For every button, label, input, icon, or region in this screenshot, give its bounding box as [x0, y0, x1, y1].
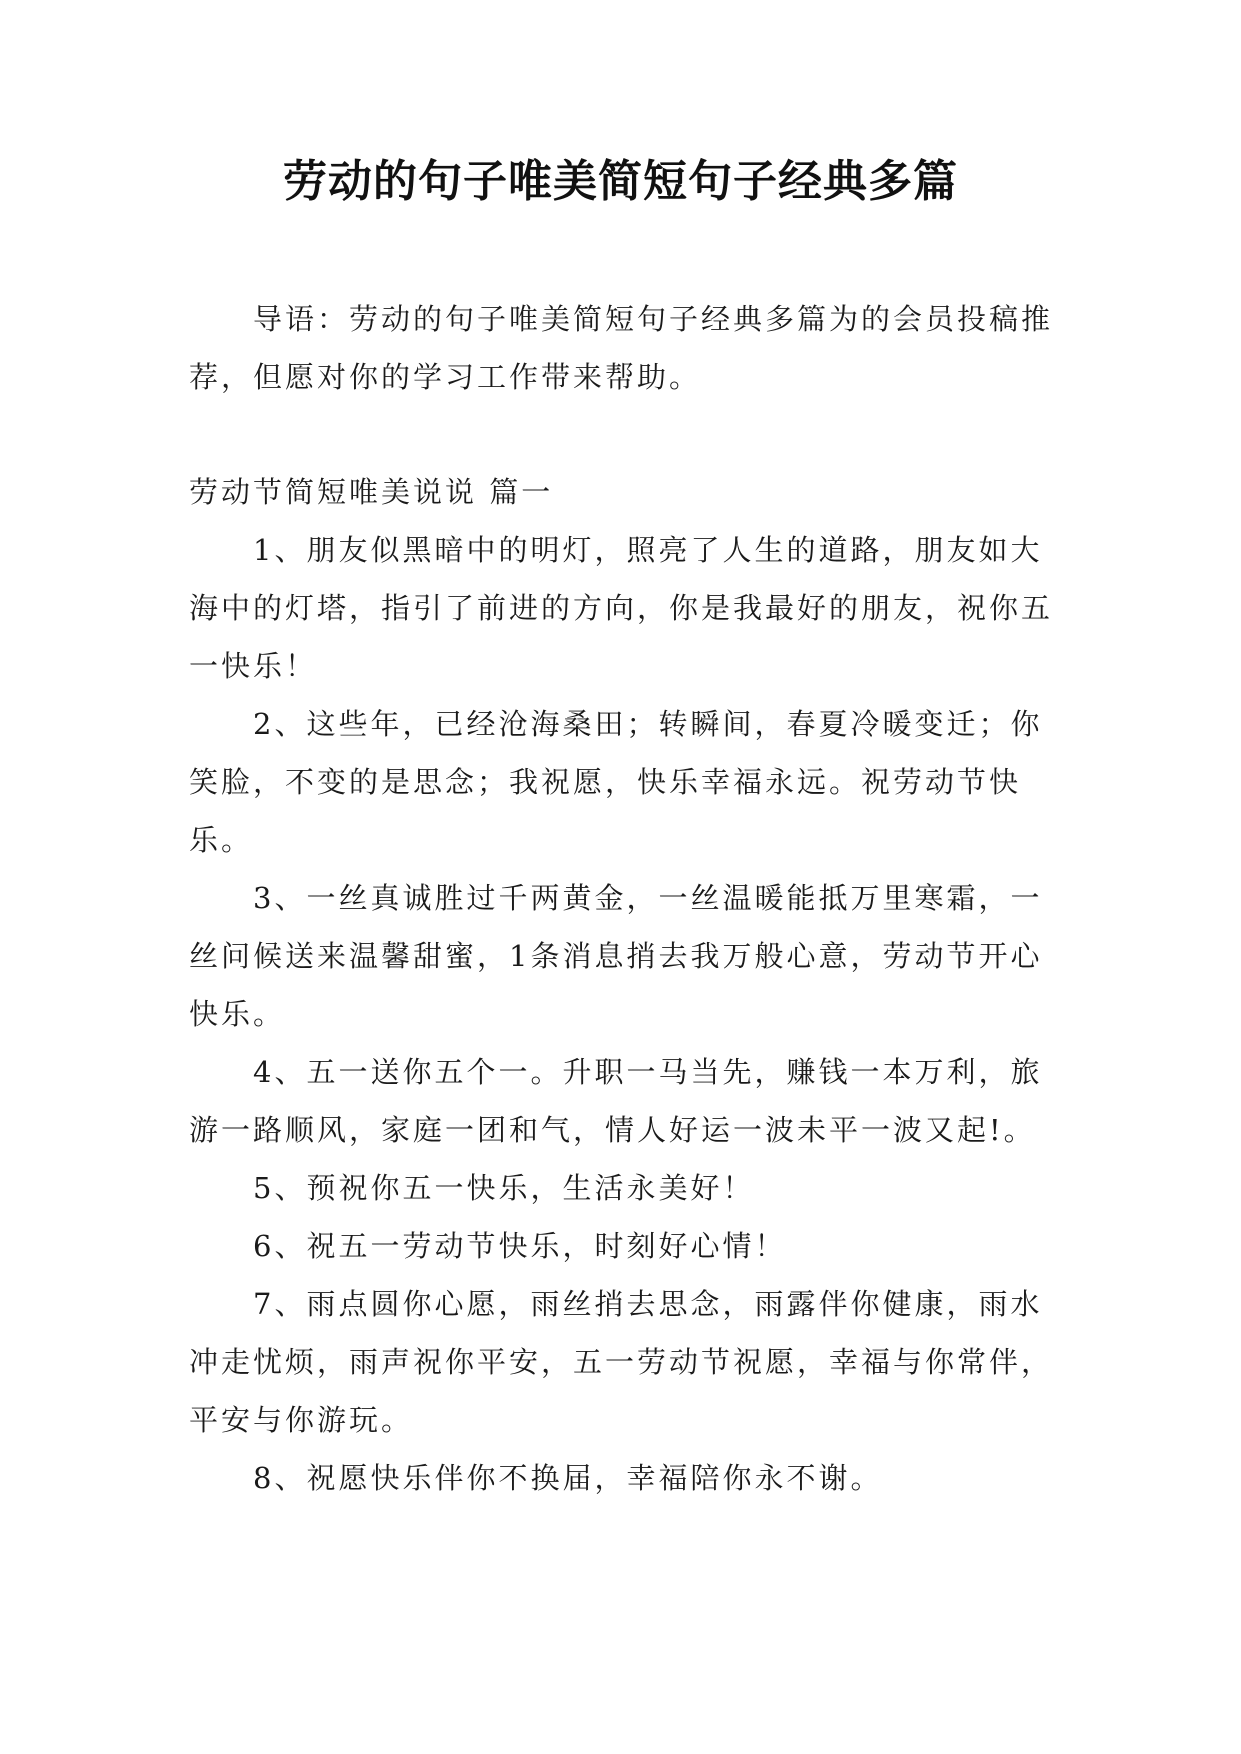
list-item: 7、雨点圆你心愿，雨丝捎去思念，雨露伴你健康，雨水冲走忧烦，雨声祝你平安，五一劳动节祝愿，幸福与你常伴，平安与你游玩。 — [189, 1287, 1054, 1437]
list-item: 6、祝五一劳动节快乐，时刻好心情！ — [253, 1229, 787, 1263]
document-title: 劳动的句子唯美简短句子经典多篇 — [283, 156, 958, 207]
list-item: 1、朋友似黑暗中的明灯，照亮了人生的道路，朋友如大海中的灯塔，指引了前进的方向，你是我最好的朋友，祝你五一快乐！ — [189, 533, 1054, 683]
list-item: 2、这些年，已经沧海桑田；转瞬间，春夏冷暖变迁；你笑脸，不变的是思念；我祝愿，快乐幸福永远。祝劳动节快乐。 — [189, 707, 1043, 857]
list-item: 8、祝愿快乐伴你不换届，幸福陪你永不谢。 — [253, 1461, 883, 1495]
document-body — [189, 290, 1055, 1507]
list-item: 3、一丝真诚胜过千两黄金，一丝温暖能抵万里寒霜，一丝问候送来温馨甜蜜，1条消息捎去我万般心意，劳动节开心快乐。 — [189, 881, 1043, 1031]
intro-paragraph: 导语：劳动的句子唯美简短句子经典多篇为的会员投稿推荐，但愿对你的学习工作带来帮助。 — [189, 302, 1054, 394]
list-item: 5、预祝你五一快乐，生活永美好！ — [253, 1171, 755, 1205]
list-item: 4、五一送你五个一。升职一马当先，赚钱一本万利，旅游一路顺风，家庭一团和气，情人好运一波未平一波又起!。 — [189, 1055, 1043, 1147]
section-heading: 劳动节简短唯美说说 篇一 — [189, 475, 554, 509]
